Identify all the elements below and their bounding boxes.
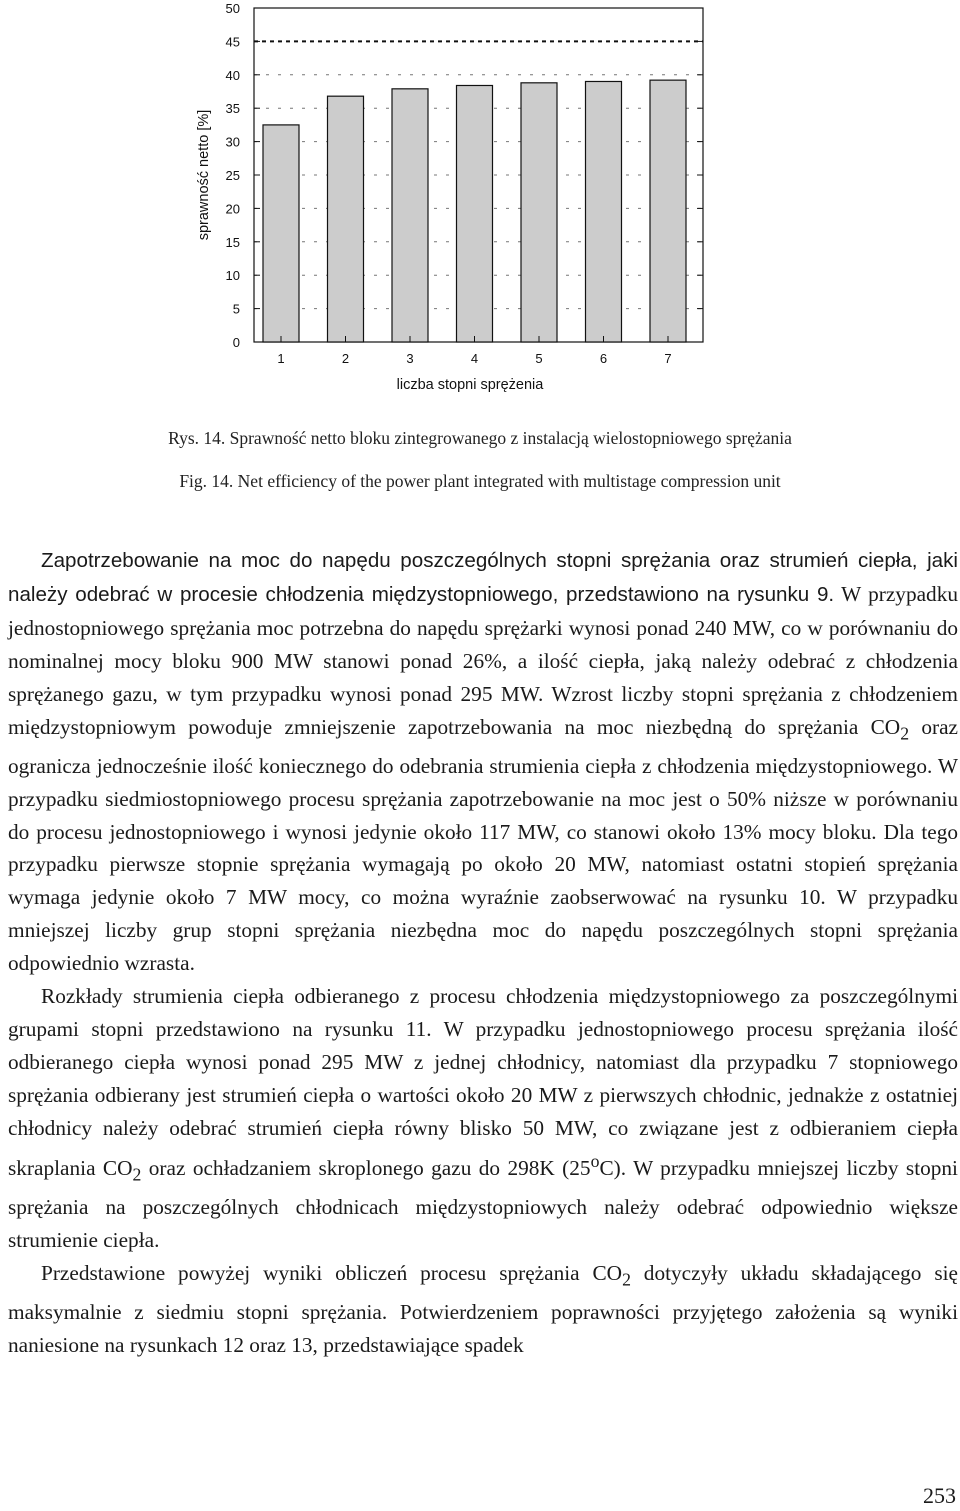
x-tick-label: 5 — [535, 351, 543, 366]
subscript: 2 — [132, 1163, 142, 1184]
figure-caption-en: Fig. 14. Net efficiency of the power plant integrated with multistage compression unit — [179, 471, 781, 491]
bar — [328, 96, 364, 342]
y-tick-label: 10 — [225, 268, 240, 284]
y-tick-label: 35 — [225, 101, 240, 117]
x-tick-label: 3 — [406, 351, 414, 366]
bar — [586, 81, 622, 342]
subscript: 2 — [900, 722, 910, 743]
y-tick-label: 45 — [225, 34, 240, 50]
figure-caption-pl: Rys. 14. Sprawność netto bloku zintegrowanego z instalacją wielostopniowego sprężania — [168, 428, 792, 448]
paragraph-1-lead-text: Zapotrzebowanie na moc do napędu poszczególnych stopni sprężania oraz strumień ciepła, jaki należy odebrać w procesie chłodzenia międzystopniowego, przedstawiono na rysunku 9. — [8, 549, 958, 606]
paragraph-2-text-b: oraz ochładzaniem skroplonego gazu do 298K (25 — [141, 1155, 591, 1180]
bar — [650, 80, 686, 342]
y-tick-label: 15 — [225, 234, 240, 250]
x-axis-label: liczba stopni sprężenia — [396, 377, 544, 393]
paragraph-1-rest — [8, 544, 958, 980]
y-tick-label: 20 — [225, 201, 240, 217]
paragraph-3-text-a: Przedstawione powyżej wyniki obliczeń procesu sprężania CO — [41, 1260, 623, 1285]
y-tick-label: 25 — [225, 168, 240, 183]
y-axis-label: sprawność netto [%] — [196, 109, 212, 241]
x-tick-label: 2 — [341, 351, 350, 366]
paragraph-1-text-b: oraz ogranicza jednocześnie ilość koniecznego do odebrania strumienia ciepła z chłodzenia międzystopniowego. W przypadku siedmiostopniowego procesu sprężania zapotrzebowanie na moc jest o 50% niższe w porównaniu do procesu jednostopniowego i wynosi jedynie około 117 MW, co stanowi około 13% mocy bloku. Dla tego przypadku pierwsze stopnie sprężania wymagają po około 20 MW, natomiast ostatni stopień sprężania wymaga jedynie około 7 MW mocy, co można wyraźnie zaobserwować na rysunku 10. W przypadku mniejszej liczby grup stopni sprężania niezbędna moc do napędu poszczególnych stopni sprężania odpowiednio wzrasta. — [8, 714, 958, 976]
paragraph-3-text-b: dotyczyły układu składającego się maksymalnie z siedmiu stopni sprężania. Potwierdzeniem poprawności przyjętego założenia są wyniki naniesione na rysunkach 12 oraz 13, przedstawiające spadek — [8, 1260, 958, 1357]
page-number: 253 — [923, 1483, 956, 1508]
bar — [263, 125, 299, 342]
paragraph-2 — [8, 980, 958, 1257]
x-tick-label: 7 — [664, 351, 672, 366]
x-tick-label: 6 — [599, 351, 608, 366]
paragraph-2-text-c: C). W przypadku mniejszej liczby stopni sprężania na poszczególnych chłodnicach międzystopniowych należy odebrać odpowiednio większe strumienie ciepła. — [8, 1155, 958, 1252]
y-tick-label: 5 — [232, 301, 240, 317]
y-tick-label: 0 — [232, 335, 240, 350]
superscript: o — [590, 1150, 600, 1171]
y-tick-label: 30 — [225, 134, 240, 150]
body-text — [8, 544, 958, 1362]
paragraph-2-text-a: Rozkłady strumienia ciepła odbieranego z procesu chłodzenia międzystopniowego za poszczególnymi grupami stopni przedstawiono na rysunku 11. W przypadku jednostopniowego procesu sprężania ilość odbieranego ciepła wynosi ponad 295 MW z jednej chłodnicy, natomiast dla przypadku 7 stopniowego sprężania odbierany jest strumień ciepła o wartości około 20 MW z pierwszych chłodnic, jednakże z ostatniej chłodnicy należy odebrać strumień ciepła równy blisko 50 MW, co związane jest z odbieraniem ciepła skraplania CO — [8, 984, 958, 1180]
bar — [457, 85, 493, 342]
subscript: 2 — [622, 1268, 631, 1289]
x-tick-label: 4 — [470, 351, 479, 366]
bar — [521, 83, 557, 342]
efficiency-chart — [0, 0, 960, 400]
bar — [392, 89, 428, 342]
bar-chart — [0, 0, 960, 400]
paragraph-3 — [8, 1257, 958, 1362]
x-tick-label: 1 — [277, 351, 285, 366]
y-tick-label: 40 — [225, 67, 240, 83]
paragraph-1-text-a: W przypadku jednostopniowego sprężania moc potrzebna do napędu sprężarki wynosi ponad 240 MW, co w porównaniu do nominalnej mocy bloku 900 MW stanowi ponad 26%, a ilość ciepła, jaką należy odebrać z chłodzenia sprężanego gazu, w tym przypadku wynosi ponad 295 MW. Wzrost liczby stopni sprężania z chłodzeniem międzystopniowym powoduje zmniejszenie zapotrzebowania na moc niezbędną do sprężania CO — [8, 581, 958, 739]
y-tick-label: 50 — [225, 1, 240, 16]
